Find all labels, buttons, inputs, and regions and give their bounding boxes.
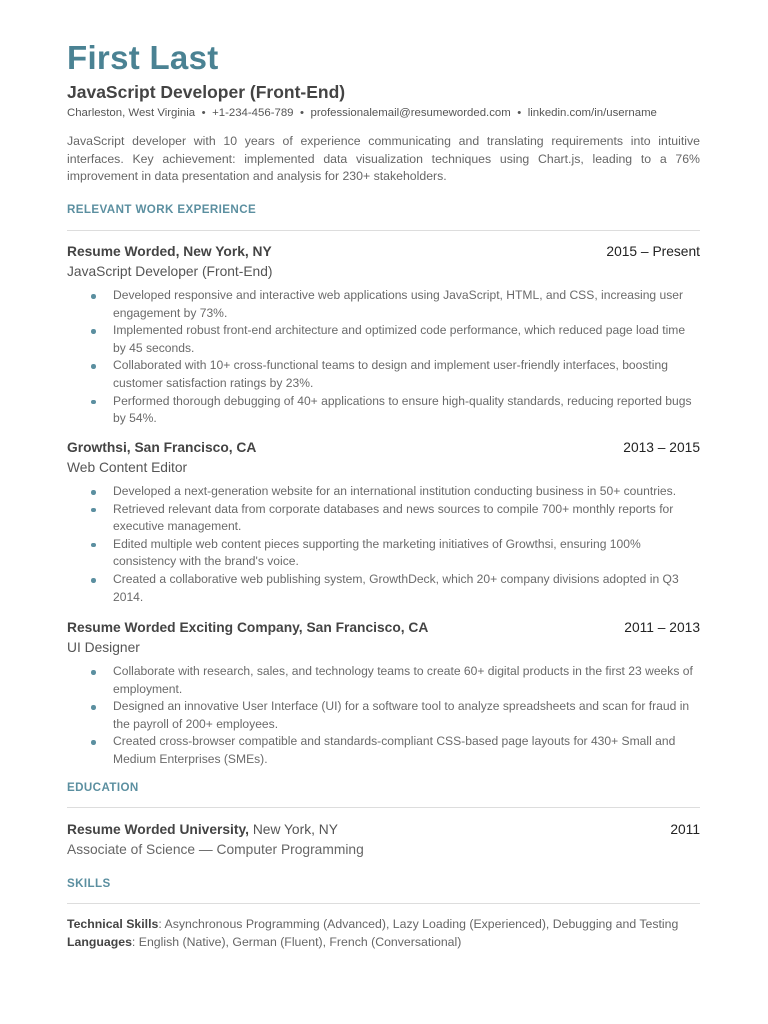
bullet-text: Created a collaborative web publishing system, GrowthDeck, which 20+ company divisions adopted in Q3 2014.	[113, 572, 679, 604]
experience-heading: RELEVANT WORK EXPERIENCE	[67, 203, 257, 216]
contact-phone: +1-234-456-789	[212, 107, 294, 119]
job-company: Growthsi, San Francisco, CA	[67, 440, 257, 455]
bullet-text: Developed responsive and interactive web applications using JavaScript, HTML, and CSS, increasing user engagement by 73%.	[113, 288, 684, 320]
technical-skills-label: Technical Skills	[67, 917, 159, 931]
bullet-text: Implemented robust front-end architecture and optimized code performance, which reduced page load time by 45 seconds.	[113, 323, 686, 355]
candidate-name: First Last	[67, 39, 219, 76]
job-title: UI Designer	[67, 640, 140, 655]
bullet-dot	[91, 329, 96, 334]
bullet-dot	[91, 670, 96, 675]
languages-line	[67, 934, 461, 952]
contact-location: Charleston, West Virginia	[67, 107, 196, 119]
bullet-item	[67, 287, 700, 322]
technical-skills-line	[67, 916, 678, 934]
skills-heading: SKILLS	[67, 877, 111, 890]
job-bullets	[67, 483, 700, 606]
section-divider	[67, 903, 700, 904]
bullet-text: Collaborated with 10+ cross-functional teams to design and implement user-friendly interfaces, boosting customer satisfaction ratings by 23%.	[113, 358, 668, 390]
job-header	[67, 243, 700, 261]
bullet-dot	[91, 490, 96, 495]
section-divider	[67, 230, 700, 231]
bullet-text: Performed thorough debugging of 40+ applications to ensure high-quality standards, reducing reported bugs by 54%.	[113, 393, 692, 426]
job-title: Web Content Editor	[67, 460, 188, 475]
bullet-item	[67, 322, 700, 357]
bullet-dot	[91, 705, 96, 710]
bullet-item	[67, 483, 700, 501]
bullet-text: Created cross-browser compatible and standards-compliant CSS-based page layouts for 430+ Small and Medium Enterprises (SMEs).	[113, 734, 676, 766]
bullet-dot	[91, 294, 96, 299]
bullet-item	[67, 536, 700, 571]
bullet-item	[67, 698, 700, 733]
candidate-role: JavaScript Developer (Front-End)	[67, 82, 346, 102]
bullet-dot	[91, 543, 96, 548]
education-year: 2011	[670, 822, 700, 837]
bullet-text: Edited multiple web content pieces supporting the marketing initiatives of Growthsi, ensuring 100% consistency with the brand's voice.	[113, 536, 641, 569]
contact-separator: •	[201, 107, 206, 119]
technical-skills-value: : Asynchronous Programming (Advanced), Lazy Loading (Experienced), Debugging and Testing	[158, 917, 679, 931]
education-heading: EDUCATION	[67, 781, 139, 794]
section-divider	[67, 807, 700, 808]
bullet-text: Developed a next-generation website for an international institution conducting business in 50+ countries.	[113, 484, 677, 498]
languages-label: Languages	[67, 935, 132, 949]
job-dates: 2015 – Present	[606, 244, 700, 259]
bullet-item	[67, 393, 700, 428]
contact-email[interactable]: professionalemail@resumeworded.com	[310, 107, 511, 119]
job-bullets	[67, 663, 700, 769]
bullet-text: Designed an innovative User Interface (UI) for a software tool to analyze spreadsheets and scan for fraud in the payroll of 200+ employees.	[113, 699, 690, 731]
job-company: Resume Worded, New York, NY	[67, 244, 272, 259]
education-school-line	[67, 821, 338, 839]
education-school: Resume Worded University,	[67, 822, 249, 837]
bullet-text: Collaborate with research, sales, and technology teams to create 60+ digital products in the first 23 weeks of employment.	[113, 664, 693, 696]
bullet-item	[67, 663, 700, 698]
education-header	[67, 821, 700, 839]
education-location: New York, NY	[252, 822, 338, 837]
job-header	[67, 619, 700, 637]
job-company: Resume Worded Exciting Company, San Francisco, CA	[67, 620, 429, 635]
job-dates: 2011 – 2013	[624, 620, 700, 635]
bullet-text: Retrieved relevant data from corporate databases and news sources to compile 700+ monthly reports for executive management.	[113, 501, 674, 534]
job-bullets	[67, 287, 700, 428]
bullet-dot	[91, 508, 96, 513]
bullet-item	[67, 733, 700, 768]
contact-separator: •	[517, 107, 522, 119]
bullet-item	[67, 571, 700, 606]
bullet-dot	[91, 400, 96, 405]
bullet-dot	[91, 578, 96, 583]
bullet-item	[67, 357, 700, 392]
contact-linkedin[interactable]: linkedin.com/in/username	[527, 107, 657, 119]
summary-paragraph: JavaScript developer with 10 years of experience communicating and translating requirements into intuitive interfaces. Key achievement: implemented data visualization techniques using Chart.js, leading to a 76% improvement in data presentation and analysis for 230+ stakeholders.	[67, 134, 700, 183]
contact-separator: •	[300, 107, 304, 119]
languages-value: : English (Native), German (Fluent), French (Conversational)	[131, 935, 462, 949]
job-dates: 2013 – 2015	[623, 440, 700, 455]
bullet-item	[67, 501, 700, 536]
education-degree: Associate of Science — Computer Programming	[67, 842, 364, 857]
bullet-dot	[91, 364, 96, 369]
job-header	[67, 439, 700, 457]
contact-line	[67, 106, 657, 120]
bullet-dot	[91, 740, 96, 745]
job-title: JavaScript Developer (Front-End)	[67, 264, 273, 279]
